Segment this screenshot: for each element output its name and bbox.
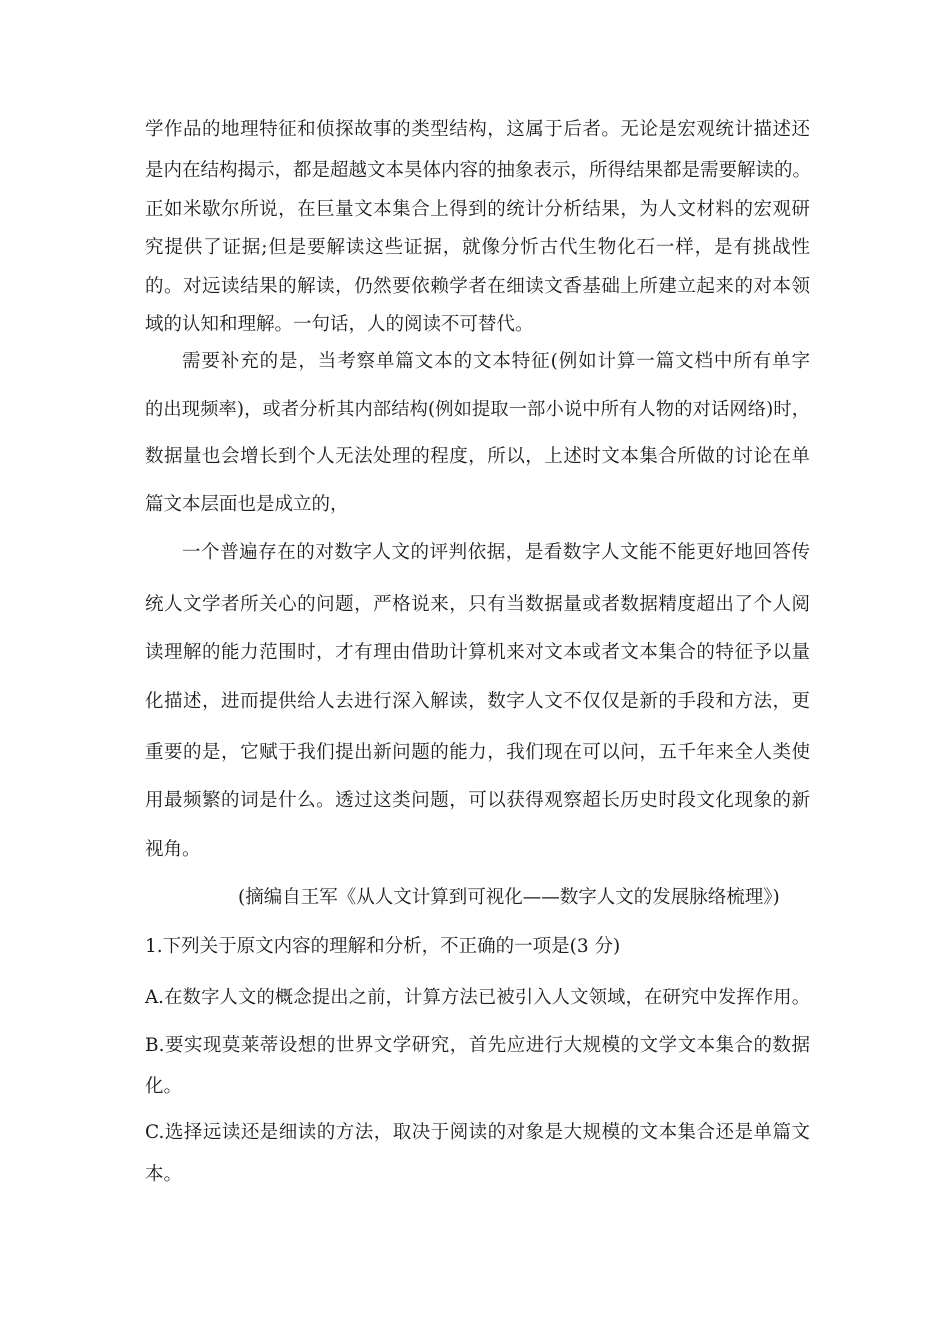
paragraph-1-line-2: 是内在结构揭示，都是超越文本昊体内容的抽象表示，所得结果都是需要解读的。 [145, 160, 812, 181]
paragraph-3-line-3: 读理解的能力范围时，才有理由借助计算机来对文本或者文本集合的特征予以量 [145, 642, 810, 663]
paragraph-1-line-1: 学作品的地理特征和侦探故事的类型结构，这属于后者。无论是宏观统计描述还 [145, 119, 810, 140]
paragraph-1-line-4: 究提供了证据;但是要解读这些证据，就像分忻古代生物化石一样，是有挑战性 [145, 237, 810, 258]
paragraph-3-line-7: 视角。 [145, 839, 201, 860]
question-stem: 1.下列关于原文内容的理解和分析，不正确的一项是(3 分) [145, 936, 621, 957]
paragraph-1-line-6: 域的认知和理解。一句话，人的阅读不可替代。 [145, 314, 534, 335]
paragraph-1-line-5: 的。对远读结果的解读，仍然要依赖学者在细读文香基础上所建立起来的对本领 [145, 276, 810, 297]
paragraph-2-line-4: 篇文本层面也是成立的， [145, 494, 349, 515]
paragraph-2-line-2: 的出现频率)，或者分析其内部结构(例如提取一部小说中所有人物的对话网络)时， [145, 399, 810, 420]
option-b-line-2: 化。 [145, 1076, 183, 1097]
paragraph-1-line-3: 正如米歇尔所说，在巨量文本集合上得到的统计分析结果，为人文材料的宏观研 [145, 199, 810, 220]
paragraph-3-line-5: 重要的是，它赋于我们提出新问题的能力，我们现在可以问，五千年来全人类使 [145, 742, 810, 763]
paragraph-3-line-2: 统人文学者所关心的问题，严格说来，只有当数据量或者数据精度超出了个人阅 [145, 594, 810, 615]
paragraph-2-line-3: 数据量也会增长到个人无法处理的程度，所以，上述时文本集合所做的讨论在单 [145, 446, 810, 467]
option-b-line-1: B.要实现莫莱蒂设想的世界文学研究，首先应进行大规模的文学文本集合的数据 [145, 1035, 810, 1056]
option-c-line-1: C.选择远读还是细读的方法，取决于阅读的对象是大规模的文本集合还是单篇文 [145, 1122, 810, 1143]
paragraph-3-line-6: 用最频繁的词是什么。透过这类问题，可以获得观察超长历史时段文化现象的新 [145, 790, 810, 811]
option-a: A.在数字人文的概念提出之前，计算方法已被引入人文领域，在研究中发挥作用。 [145, 987, 810, 1008]
source-citation: (摘编自王军《从人文计算到可视化——数字人文的发展脉络梳理》) [238, 887, 780, 908]
option-c-line-2: 本。 [145, 1164, 183, 1185]
paragraph-3-line-4: 化描述，进而提供给人去进行深入解读，数字人文不仅仅是新的手段和方法，更 [145, 691, 810, 712]
paragraph-3-line-1: 一个普遍存在的对数字人文的评判依据，是看数字人文能不能更好地回答传 [182, 542, 810, 563]
paragraph-2-line-1: 需要补充的是，当考察单篇文本的文本特征(例如计算一篇文档中所有单字 [182, 351, 810, 372]
